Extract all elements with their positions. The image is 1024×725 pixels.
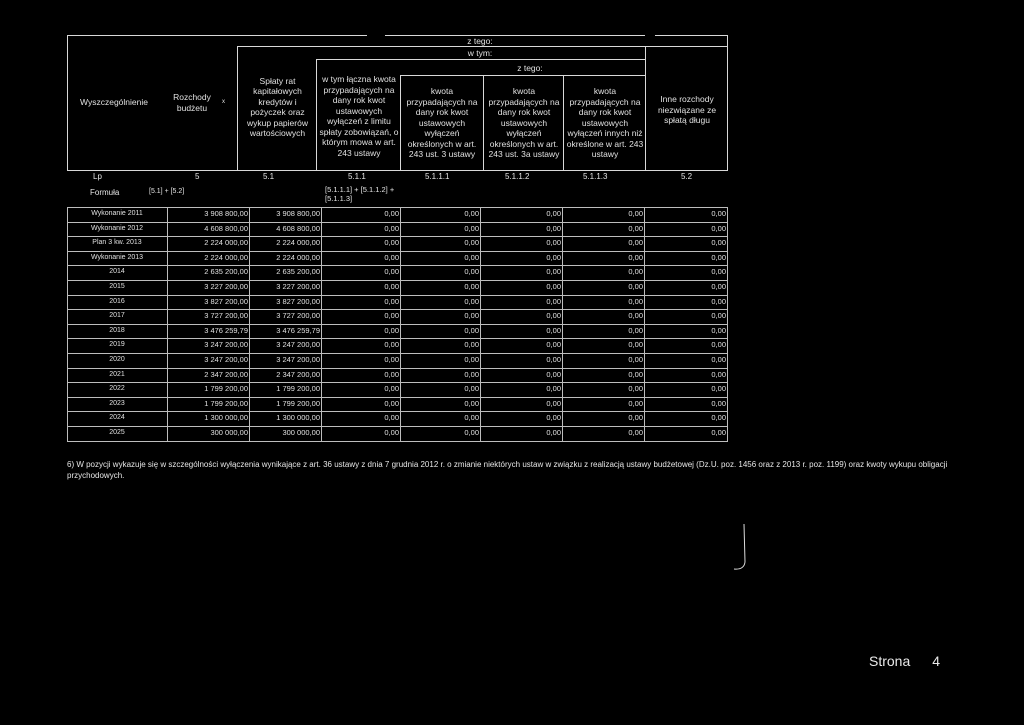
formula-label: Formuła: [90, 188, 120, 197]
row-value-cell: 0,00: [546, 413, 561, 423]
table-vline: [644, 207, 645, 441]
row-value-cell: 0,00: [628, 384, 643, 394]
table-row: [67, 251, 727, 265]
row-value-cell: 3 227 200,00: [276, 282, 320, 291]
row-value-cell: 3 908 800,00: [276, 209, 320, 218]
row-value-cell: 0,00: [384, 369, 399, 379]
formula-col51: [5.1.1.1] + [5.1.1.2] + [5.1.1.3]: [325, 185, 395, 203]
row-value-cell: 0,00: [384, 252, 399, 262]
table-row: [67, 309, 727, 323]
row-value-cell: 0,00: [384, 398, 399, 408]
header-ust3: kwota przypadających na dany rok kwot ustawowych wyłączeń określonych w art. 243 ust. 3 ustawy: [406, 86, 478, 160]
lp-col-4: 5.1.1.1: [425, 172, 450, 181]
row-label: 2017: [109, 312, 125, 320]
lp-col-3: 5.1.1: [348, 172, 366, 181]
row-value-cell: 0,00: [464, 223, 479, 233]
row-value-cell: 1 799 200,00: [204, 384, 248, 394]
row-value-cell: 3 476 259,79: [204, 325, 248, 335]
row-value-cell: 0,00: [711, 223, 726, 233]
row-value-cell: 1 799 200,00: [204, 398, 248, 408]
row-value-cell: 2 635 200,00: [204, 267, 248, 277]
row-value-cell: 0,00: [384, 428, 399, 437]
row-value-cell: 0,00: [546, 311, 561, 321]
row-value-cell: 0,00: [628, 428, 643, 437]
row-value-cell: 0,00: [711, 398, 726, 408]
header-inne-rozchody: Inne rozchody niezwiązane ze spłatą długu: [657, 94, 717, 126]
row-value-cell: 0,00: [711, 252, 726, 262]
row-value-cell: 0,00: [464, 252, 479, 262]
formula-row: [67, 183, 727, 205]
row-value-cell: 0,00: [628, 325, 643, 335]
row-value-cell: 0,00: [464, 413, 479, 423]
row-label: 2015: [109, 283, 125, 290]
row-value-cell: 0,00: [464, 355, 479, 364]
header-ust3a: kwota przypadających na dany rok kwot ustawowych wyłączeń określonych w art. 243 ust. 3a ustawy: [488, 86, 560, 160]
row-value-cell: 300 000,00: [282, 428, 320, 437]
lp-row: [67, 170, 727, 183]
row-value-cell: 0,00: [464, 209, 479, 218]
table-vline: [249, 207, 250, 441]
row-value-cell: 0,00: [546, 340, 561, 350]
row-value-cell: 0,00: [464, 369, 479, 379]
header-wyszczegolnienie: Wyszczególnienie: [80, 97, 148, 108]
row-label: Wykonanie 2011: [91, 210, 143, 217]
row-label: 2020: [109, 356, 125, 363]
row-value-cell: 0,00: [628, 252, 643, 262]
row-value-cell: 0,00: [384, 296, 399, 306]
row-value-cell: 0,00: [464, 267, 479, 277]
formula-col5: [5.1] + [5.2]: [149, 188, 185, 195]
table-row: [67, 236, 727, 250]
row-label: Wykonanie 2012: [90, 224, 144, 232]
row-value-cell: 0,00: [546, 355, 561, 364]
row-value-cell: 0,00: [628, 398, 643, 408]
header-vline-2: [316, 59, 317, 170]
row-value-cell: 0,00: [711, 238, 726, 248]
header-z-tego: z tego:: [467, 36, 493, 47]
row-value-cell: 0,00: [711, 267, 726, 277]
table-hline: [67, 441, 728, 442]
row-value-cell: 0,00: [628, 238, 643, 248]
row-value-cell: 0,00: [384, 355, 399, 364]
header-top-border-mid: [385, 35, 645, 36]
row-value-cell: 0,00: [711, 325, 726, 335]
row-value-cell: 2 347 200,00: [276, 369, 320, 379]
row-value-cell: 3 247 200,00: [276, 355, 320, 364]
row-label: 2016: [109, 297, 125, 305]
table-row: [67, 353, 727, 367]
header-vline-6: [645, 46, 646, 170]
row-label: Plan 3 kw. 2013: [92, 239, 142, 247]
row-value-cell: 0,00: [546, 209, 561, 218]
row-value-cell: 2 347 200,00: [204, 369, 248, 379]
row-value-cell: 0,00: [546, 398, 561, 408]
lp-col-7: 5.2: [681, 172, 693, 181]
row-value-cell: 0,00: [546, 325, 561, 335]
table-row: [67, 397, 727, 411]
row-value-cell: 1 799 200,00: [276, 384, 320, 394]
header-left-border: [67, 35, 68, 170]
table-vline: [321, 207, 322, 441]
row-value-cell: 2 224 000,00: [204, 252, 248, 262]
row-label: Wykonanie 2013: [90, 253, 144, 261]
row-value-cell: 2 635 200,00: [276, 267, 320, 277]
header-right-border: [727, 35, 728, 170]
table-row: [67, 411, 727, 425]
header-z-tego-inner: z tego:: [517, 62, 543, 73]
row-value-cell: 0,00: [384, 413, 399, 423]
row-value-cell: 0,00: [628, 413, 643, 423]
row-value-cell: 0,00: [546, 282, 561, 291]
row-value-cell: 2 224 000,00: [204, 238, 248, 248]
row-label: 2021: [109, 370, 125, 378]
row-value-cell: 0,00: [464, 340, 479, 350]
row-value-cell: 0,00: [384, 282, 399, 291]
row-value-cell: 3 727 200,00: [276, 311, 320, 321]
row-label: 2023: [109, 399, 125, 407]
row-value-cell: 0,00: [628, 209, 643, 218]
header-rozchody: Rozchody budżetu x: [173, 92, 225, 113]
row-value-cell: 0,00: [711, 340, 726, 350]
lp-col-2: 5.1: [263, 172, 275, 181]
table-vline: [480, 207, 481, 441]
lp-col-6: 5.1.1.3: [583, 172, 608, 181]
table-row: [67, 338, 727, 352]
row-value-cell: 0,00: [546, 223, 561, 233]
header-ztego-inner-line: [400, 75, 645, 76]
row-value-cell: 0,00: [711, 296, 726, 306]
row-value-cell: 4 608 800,00: [276, 223, 320, 233]
row-value-cell: 0,00: [628, 340, 643, 350]
row-label: 2014: [109, 268, 125, 276]
row-value-cell: 3 727 200,00: [204, 311, 248, 321]
row-value-cell: 3 247 200,00: [204, 340, 248, 350]
row-value-cell: 0,00: [384, 267, 399, 277]
lp-col-5: 5.1.1.2: [505, 172, 530, 181]
header-vline-3: [400, 75, 401, 170]
row-value-cell: 0,00: [628, 311, 643, 321]
row-value-cell: 0,00: [711, 209, 726, 218]
row-value-cell: 0,00: [628, 282, 643, 291]
row-value-cell: 3 827 200,00: [204, 296, 248, 306]
table-vline: [167, 207, 168, 441]
row-value-cell: 3 247 200,00: [276, 340, 320, 350]
row-value-cell: 0,00: [464, 238, 479, 248]
table-row: [67, 426, 727, 440]
lp-label: Lp: [93, 172, 102, 181]
row-value-cell: 0,00: [628, 223, 643, 233]
table-row: [67, 382, 727, 396]
table-vline: [727, 207, 728, 441]
table-row: [67, 222, 727, 236]
row-value-cell: 0,00: [546, 428, 561, 437]
row-value-cell: 0,00: [628, 355, 643, 364]
row-label: 2025: [109, 429, 125, 436]
header-wtym-line: [316, 59, 645, 60]
row-label: 2018: [109, 326, 125, 334]
table-vline: [562, 207, 563, 441]
lp-col-1: 5: [195, 172, 200, 181]
header-top-border-right: [655, 35, 727, 36]
row-value-cell: 0,00: [384, 384, 399, 394]
row-value-cell: 0,00: [546, 267, 561, 277]
row-value-cell: 1 799 200,00: [276, 398, 320, 408]
row-value-cell: 0,00: [464, 325, 479, 335]
row-value-cell: 300 000,00: [210, 428, 248, 437]
row-value-cell: 0,00: [546, 369, 561, 379]
table-row: [67, 280, 727, 294]
row-value-cell: 0,00: [711, 355, 726, 364]
table-row: [67, 207, 727, 221]
row-value-cell: 0,00: [711, 384, 726, 394]
row-value-cell: 0,00: [546, 238, 561, 248]
row-value-cell: 0,00: [464, 428, 479, 437]
header-vline-4: [483, 75, 484, 170]
header-vline-1: [237, 46, 238, 170]
row-label: 2024: [109, 414, 125, 422]
header-w-tym: w tym:: [467, 48, 493, 59]
row-value-cell: 0,00: [384, 325, 399, 335]
row-label: 2022: [109, 385, 125, 393]
row-value-cell: 0,00: [464, 311, 479, 321]
page-number: [869, 653, 940, 669]
row-value-cell: 0,00: [711, 311, 726, 321]
row-value-cell: 0,00: [384, 223, 399, 233]
row-value-cell: 3 227 200,00: [204, 282, 248, 291]
row-value-cell: 2 224 000,00: [276, 238, 320, 248]
row-value-cell: 3 476 259,79: [276, 325, 320, 335]
handwritten-mark: [728, 522, 758, 574]
row-value-cell: 0,00: [546, 252, 561, 262]
table-row: [67, 324, 727, 338]
table-vline: [400, 207, 401, 441]
row-value-cell: 3 908 800,00: [204, 209, 248, 218]
row-value-cell: 0,00: [711, 428, 726, 437]
row-value-cell: 0,00: [464, 384, 479, 394]
table-row: [67, 295, 727, 309]
row-value-cell: 0,00: [546, 384, 561, 394]
row-value-cell: 0,00: [384, 311, 399, 321]
header-splaty: Spłaty rat kapitałowych kredytów i pożyczek oraz wykup papierów wartościowych: [247, 75, 308, 138]
row-value-cell: 0,00: [628, 267, 643, 277]
row-value-cell: 0,00: [384, 209, 399, 218]
row-value-cell: 1 300 000,00: [204, 413, 248, 423]
row-value-cell: 3 247 200,00: [204, 355, 248, 364]
row-value-cell: 0,00: [464, 296, 479, 306]
page-number-value: 4: [932, 653, 941, 669]
row-value-cell: 0,00: [464, 398, 479, 408]
row-value-cell: 0,00: [711, 282, 726, 291]
table-row: [67, 265, 727, 279]
row-label: 2019: [109, 341, 125, 349]
row-value-cell: 0,00: [628, 369, 643, 379]
header-laczna-kwota: w tym łączna kwota przypadających na dany rok kwot ustawowych wyłączeń z limitu spłaty zobowiązań, o którym mowa w art. 243 ustawy: [319, 74, 399, 158]
header-inne-wylaczenia: kwota przypadających na dany rok kwot ustawowych wyłączeń innych niż określone w art. 243 ustawy: [566, 86, 644, 160]
row-value-cell: 3 827 200,00: [276, 296, 320, 306]
page-label: Strona: [869, 653, 911, 669]
footnote: 6) W pozycji wykazuje się w szczególności wyłączenia wynikające z art. 36 ustawy z dnia 7 grudnia 2012 r. o zmianie niektórych ustaw w związku z realizacją ustawy budżetowej (Dz.U. poz. 1456 oraz z 2013 r. poz. 1199) oraz kwoty wykupu obligacji przychodowych.: [67, 460, 948, 480]
table-row: [67, 368, 727, 382]
row-value-cell: 4 608 800,00: [204, 223, 248, 233]
row-value-cell: 0,00: [384, 238, 399, 248]
row-value-cell: 0,00: [546, 296, 561, 306]
row-value-cell: 0,00: [464, 282, 479, 291]
row-value-cell: 0,00: [628, 296, 643, 306]
row-value-cell: 2 224 000,00: [276, 252, 320, 262]
row-value-cell: 0,00: [711, 369, 726, 379]
row-value-cell: 0,00: [711, 413, 726, 423]
row-value-cell: 0,00: [384, 340, 399, 350]
header-vline-5: [563, 75, 564, 170]
table-vline: [67, 207, 68, 441]
row-value-cell: 1 300 000,00: [276, 413, 320, 423]
header-top-border-left: [67, 35, 367, 36]
